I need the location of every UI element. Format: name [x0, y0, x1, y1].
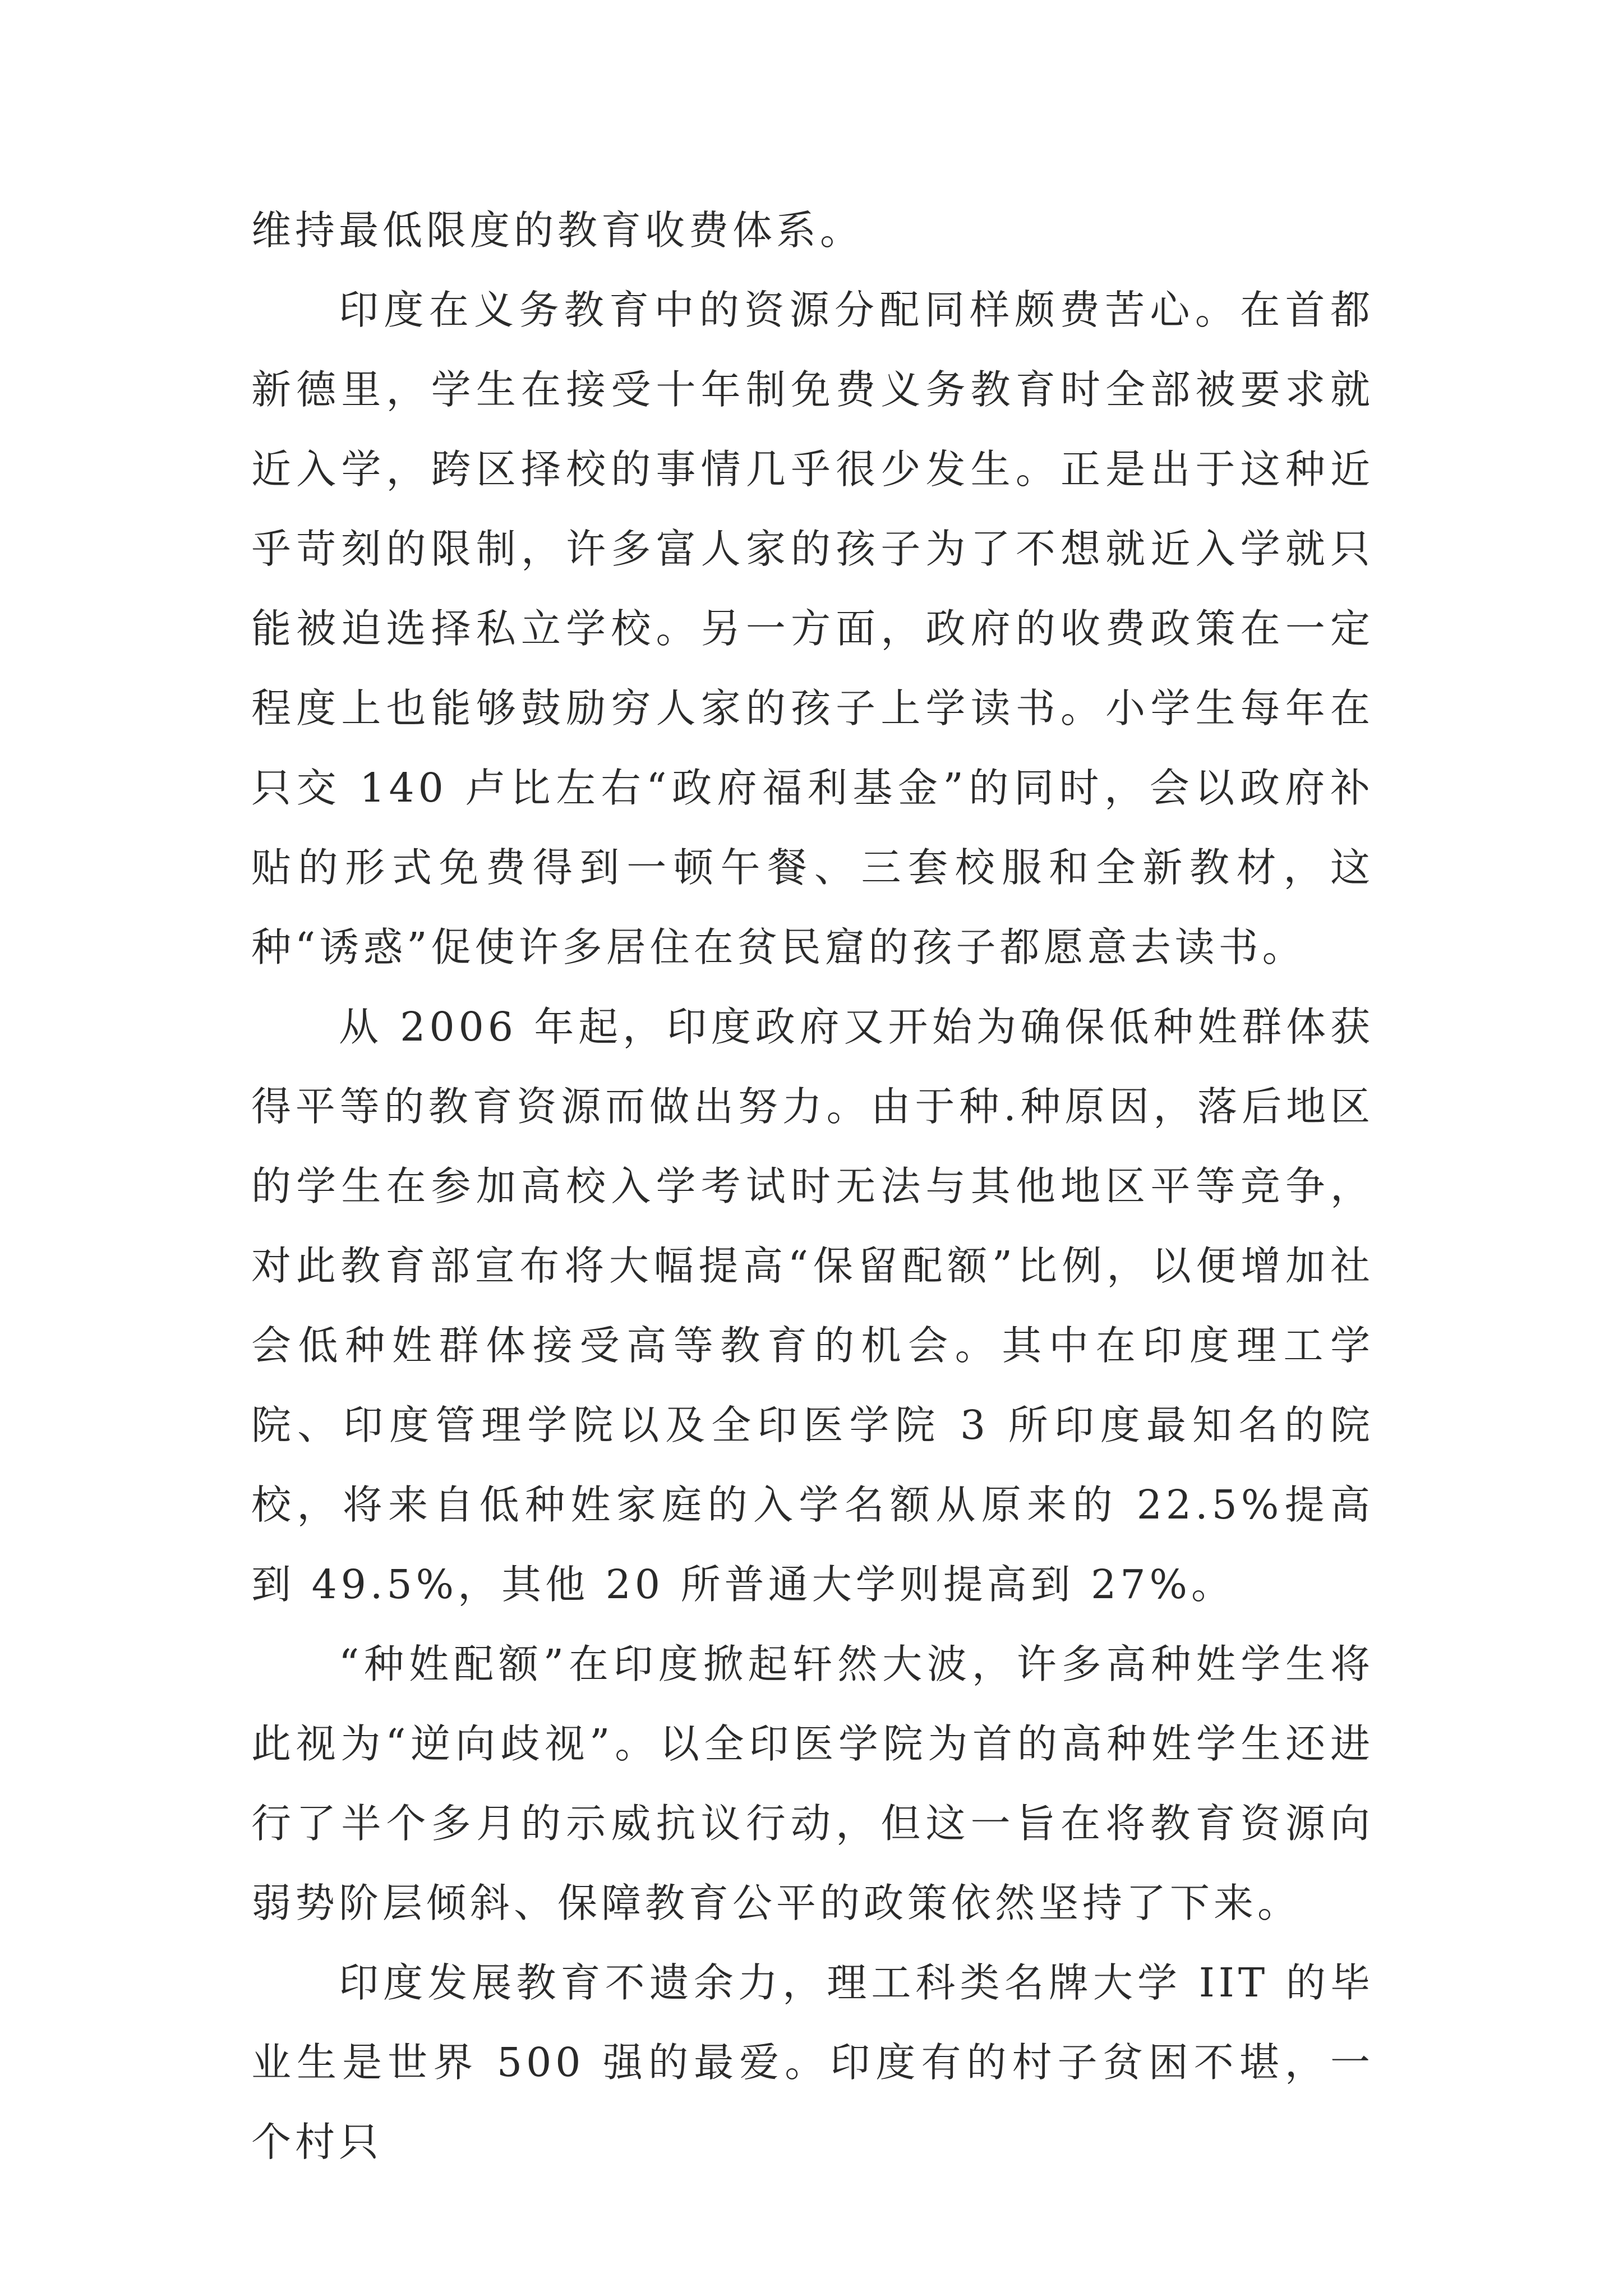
- paragraph-4: “种姓配额”在印度掀起轩然大波，许多高种姓学生将此视为“逆向歧视”。以全印医学院为首的高种姓学生还进行了半个多月的示威抗议行动，但这一旨在将教育资源向弱势阶层倾斜、保障教育公平的政策依然坚持了下来。: [251, 1641, 1374, 1926]
- paragraph-5: 印度发展教育不遗余力，理工科类名牌大学 IIT 的毕业生是世界 500 强的最爱。印度有的村子贫困不堪，一个村只: [251, 1959, 1374, 2165]
- paragraph-1: 维持最低限度的教育收费体系。: [251, 207, 864, 254]
- paragraph-3: 从 2006 年起，印度政府又开始为确保低种姓群体获得平等的教育资源而做出努力。由于种.种原因，落后地区的学生在参加高校入学考试时无法与其他地区平等竞争，对此教育部宣布将大幅提高“保留配额”比例，以便增加社会低种姓群体接受高等教育的机会。其中在印度理工学院、印度管理学院以及全印医学院 3 所印度最知名的院校，将来自低种姓家庭的入学名额从原来的 22.5%提高到 49.5%，其他 20 所普通大学则提高到 27%。: [251, 1004, 1374, 1608]
- body-text: [251, 191, 1374, 2182]
- paragraph-2: 印度在义务教育中的资源分配同样颇费苦心。在首都新德里，学生在接受十年制免费义务教育时全部被要求就近入学，跨区择校的事情几乎很少发生。正是出于这种近乎苛刻的限制，许多富人家的孩子为了不想就近入学就只能被迫选择私立学校。另一方面，政府的收费政策在一定程度上也能够鼓励穷人家的孩子上学读书。小学生每年在只交 140 卢比左右“政府福利基金”的同时，会以政府补贴的形式免费得到一顿午餐、三套校服和全新教材，这种“诱惑”促使许多居住在贫民窟的孩子都愿意去读书。: [251, 287, 1374, 970]
